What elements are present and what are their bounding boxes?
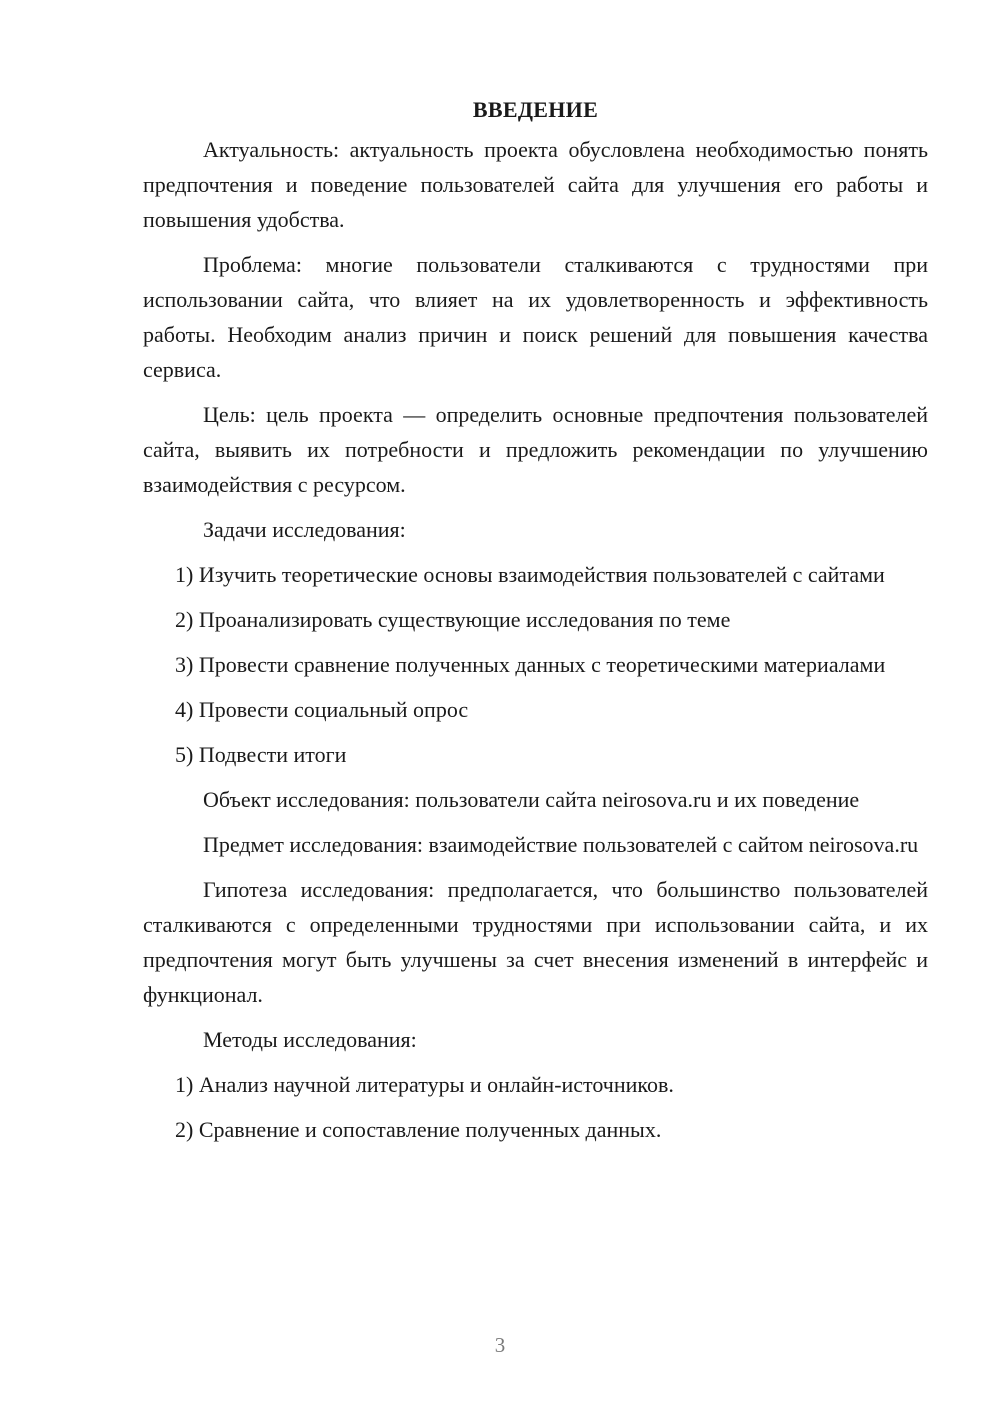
method-item-1: 1) Анализ научной литературы и онлайн-источников. bbox=[175, 1072, 674, 1097]
relevance-paragraph: Актуальность: актуальность проекта обусловлена необходимостью понять предпочтения и поведение пользователей сайта для улучшения его работы и повышения удобства. bbox=[143, 137, 928, 232]
problem-paragraph: Проблема: многие пользователи сталкиваются с трудностями при использовании сайта, что влияет на их удовлетворенность и эффективность работы. Необходим анализ причин и поиск решений для повышения качества сервиса. bbox=[143, 252, 928, 382]
task-item-1: 1) Изучить теоретические основы взаимодействия пользователей с сайтами bbox=[175, 562, 885, 587]
object-paragraph: Объект исследования: пользователи сайта neirosova.ru и их поведение bbox=[203, 787, 860, 812]
document-page bbox=[143, 92, 928, 1157]
task-item-3: 3) Провести сравнение полученных данных с теоретическими материалами bbox=[175, 652, 886, 677]
goal-paragraph: Цель: цель проекта — определить основные предпочтения пользователей сайта, выявить их потребности и предложить рекомендации по улучшению взаимодействия с ресурсом. bbox=[143, 402, 928, 497]
task-item-5: 5) Подвести итоги bbox=[175, 742, 347, 767]
task-item-4: 4) Провести социальный опрос bbox=[175, 697, 469, 722]
page-number: 3 bbox=[494, 1333, 506, 1357]
methods-intro: Методы исследования: bbox=[203, 1027, 417, 1052]
subject-paragraph: Предмет исследования: взаимодействие пользователей с сайтом neirosova.ru bbox=[203, 832, 919, 857]
tasks-intro: Задачи исследования: bbox=[203, 517, 406, 542]
method-item-2: 2) Сравнение и сопоставление полученных данных. bbox=[175, 1117, 662, 1142]
hypothesis-paragraph: Гипотеза исследования: предполагается, что большинство пользователей сталкиваются с определенными трудностями при использовании сайта, и их предпочтения могут быть улучшены за счет внесения изменений в интерфейс и функционал. bbox=[143, 877, 928, 1007]
task-item-2: 2) Проанализировать существующие исследования по теме bbox=[175, 607, 731, 632]
section-heading: ВВЕДЕНИЕ bbox=[472, 97, 599, 122]
